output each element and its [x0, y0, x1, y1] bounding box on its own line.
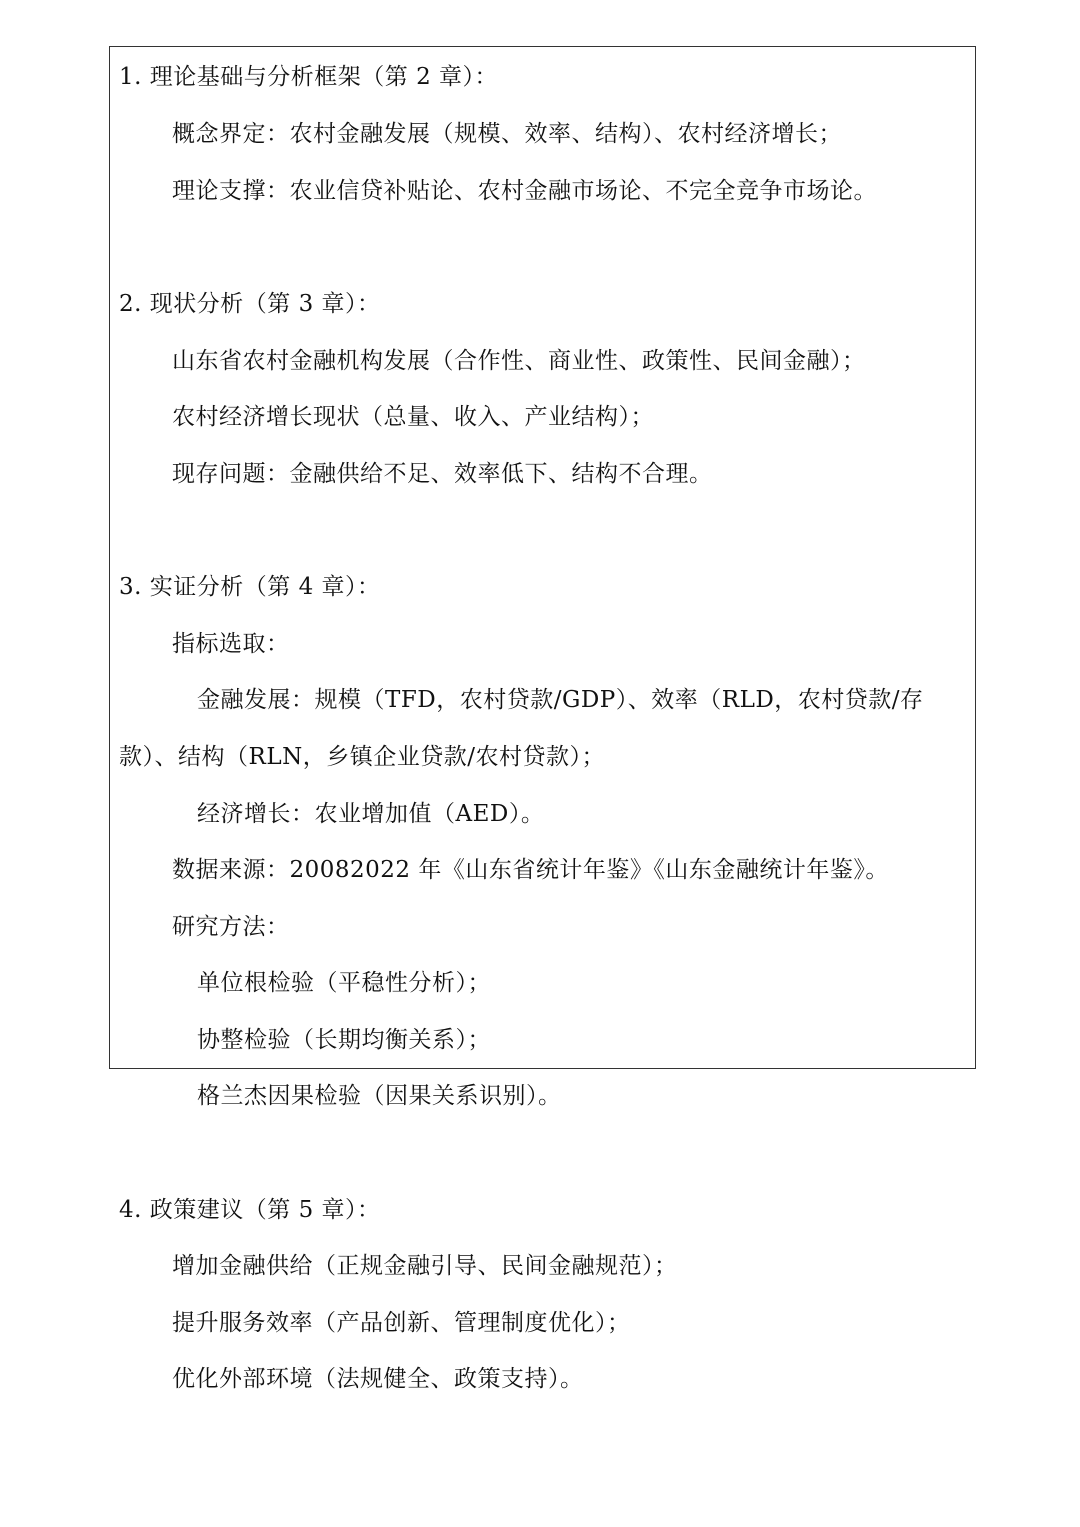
section-1-line-2: 理论支撑：农业信贷补贴论、农村金融市场论、不完全竞争市场论。 [172, 178, 877, 204]
section-4-line-2: 提升服务效率（产品创新、管理制度优化）； [172, 1310, 631, 1336]
section-3-line-3: 款）、结构（RLN，乡镇企业贷款/农村贷款）； [119, 744, 605, 770]
section-4-heading: 4. 政策建议（第 5 章）： [119, 1197, 381, 1223]
section-3-line-2: 金融发展：规模（TFD，农村贷款/GDP）、效率（RLD，农村贷款/存 [197, 687, 924, 713]
section-3-heading: 3. 实证分析（第 4 章）： [119, 574, 381, 600]
section-3-line-9: 格兰杰因果检验（因果关系识别）。 [197, 1083, 562, 1109]
section-3-line-5: 数据来源：20082022 年《山东省统计年鉴》《山东金融统计年鉴》。 [172, 857, 889, 883]
section-2-line-2: 农村经济增长现状（总量、收入、产业结构）； [172, 404, 654, 430]
section-3-line-7: 单位根检验（平稳性分析）； [197, 970, 491, 996]
section-4-line-1: 增加金融供给（正规金融引导、民间金融规范）； [172, 1253, 678, 1279]
section-3-line-6: 研究方法： [172, 914, 290, 940]
section-2-heading: 2. 现状分析（第 3 章）： [119, 291, 381, 317]
section-2-line-1: 山东省农村金融机构发展（合作性、商业性、政策性、民间金融）； [172, 348, 866, 374]
section-2-line-3: 现存问题：金融供给不足、效率低下、结构不合理。 [172, 461, 713, 487]
section-1-line-1: 概念界定：农村金融发展（规模、效率、结构）、农村经济增长； [172, 121, 842, 147]
section-3-line-8: 协整检验（长期均衡关系）； [197, 1027, 491, 1053]
section-1-heading: 1. 理论基础与分析框架（第 2 章）： [119, 64, 499, 90]
section-3-line-4: 经济增长：农业增加值（AED）。 [197, 801, 545, 827]
section-4-line-3: 优化外部环境（法规健全、政策支持）。 [172, 1366, 584, 1392]
section-3-line-1: 指标选取： [172, 631, 290, 657]
